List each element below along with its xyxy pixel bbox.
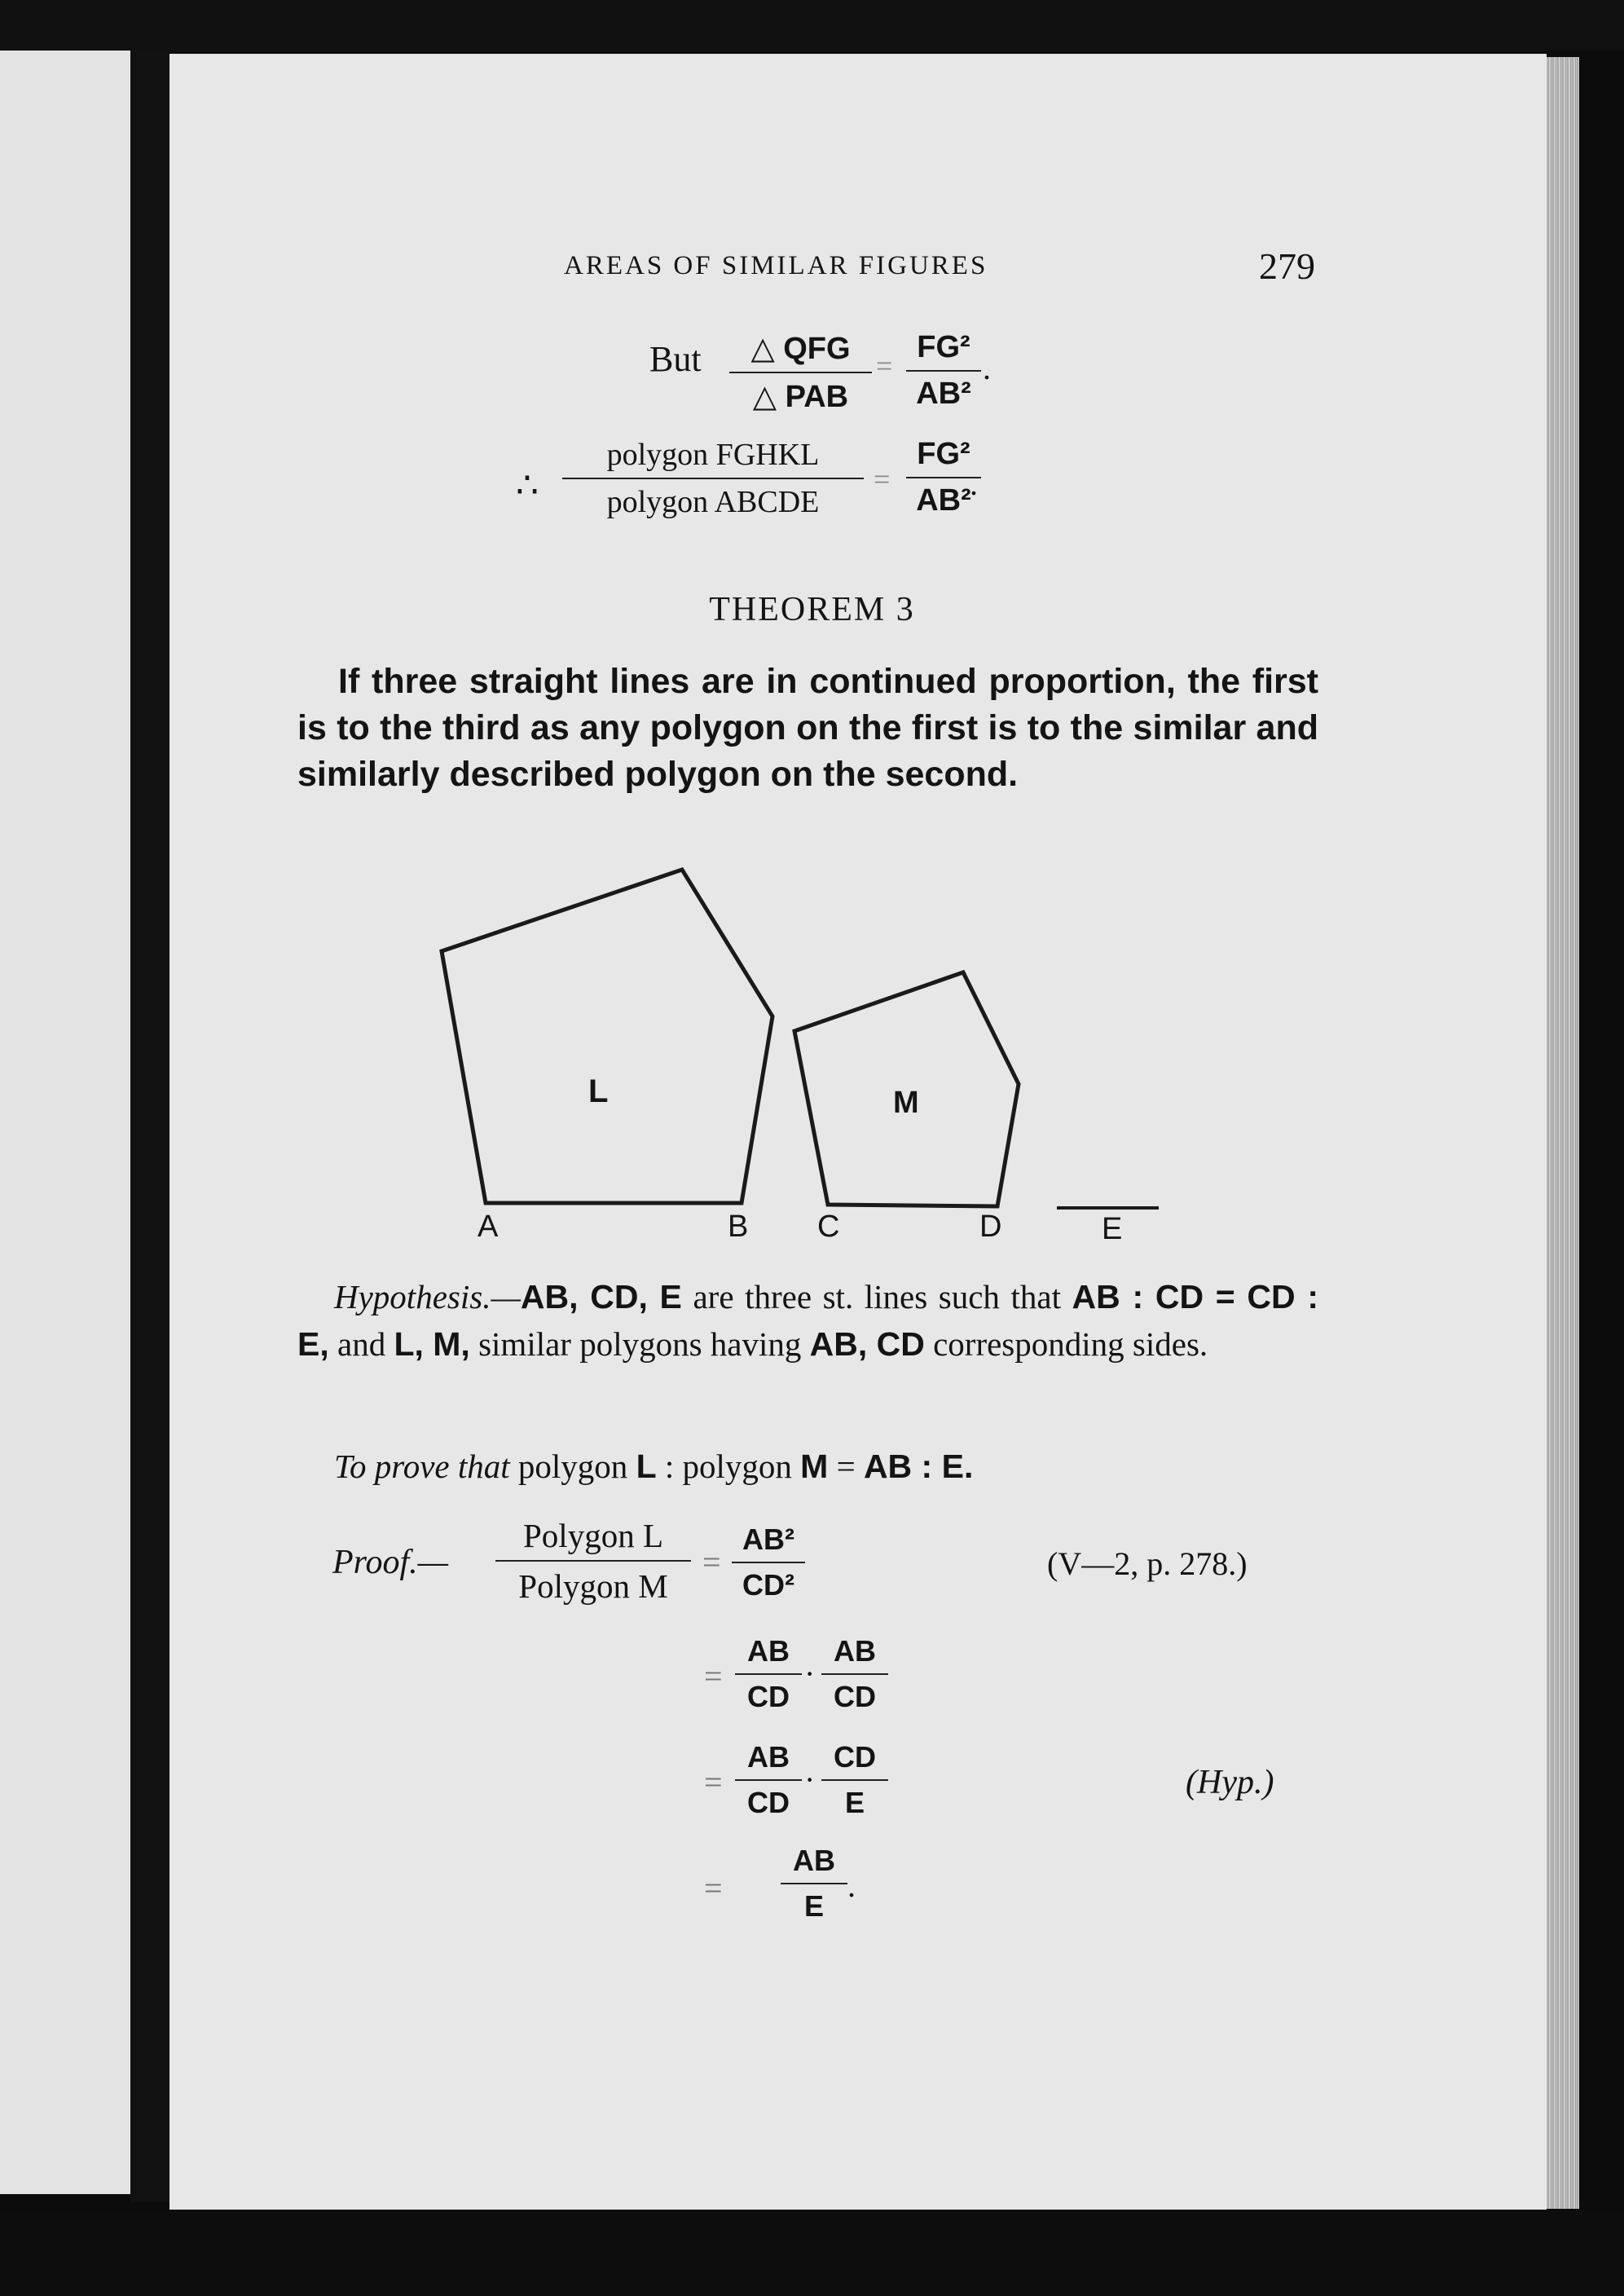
point-e-label: E — [1102, 1212, 1123, 1246]
step2-equals: = — [704, 1658, 723, 1694]
hypothesis-lines: AB, CD, E — [520, 1278, 682, 1315]
proof-rden: CD² — [742, 1568, 794, 1602]
step4-fraction — [781, 1844, 847, 1924]
step3-a-num: AB — [747, 1740, 790, 1774]
hypothesis-polygons: L, M, — [394, 1325, 470, 1363]
eq2-rnum: FG² — [917, 437, 970, 471]
step2-b-den: CD — [834, 1680, 876, 1713]
hypothesis-paragraph — [297, 1273, 1318, 1368]
eq1-rnum: FG² — [917, 330, 970, 364]
step3-b-num: CD — [834, 1740, 876, 1774]
eq2-end: . — [970, 465, 978, 502]
fraction-bar — [495, 1560, 691, 1562]
proof-reference-1: (V—2, p. 278.) — [1047, 1545, 1248, 1582]
hypothesis-text-2: and — [328, 1325, 394, 1363]
eq1-rden: AB² — [916, 377, 971, 411]
step2-fraction-a — [735, 1634, 802, 1714]
to-prove-line — [297, 1443, 1318, 1490]
step3-fraction-b — [821, 1740, 888, 1820]
eq2-therefore: ∴ — [516, 465, 539, 505]
step3-fraction-a — [735, 1740, 802, 1820]
step3-equals: = — [704, 1764, 723, 1800]
eq2-num: polygon FGHKL — [606, 438, 820, 472]
fraction-bar — [732, 1562, 805, 1563]
hypothesis-text-1: are three st. lines such that — [681, 1278, 1072, 1315]
step3-dot: · — [804, 1761, 816, 1798]
hypothesis-sides: AB, CD — [809, 1325, 925, 1363]
proof-fraction-polygons — [495, 1516, 691, 1606]
step4-num: AB — [793, 1844, 835, 1877]
eq2-den: polygon ABCDE — [606, 485, 820, 519]
point-d-label: D — [979, 1210, 1002, 1244]
point-b-label: B — [728, 1210, 749, 1244]
running-head: AREAS OF SIMILAR FIGURES — [564, 251, 988, 280]
to-prove-text-1: polygon — [509, 1448, 636, 1485]
proof-rnum: AB² — [742, 1523, 794, 1556]
proof-den: Polygon M — [518, 1567, 668, 1605]
eq1-den: △ PAB — [752, 380, 849, 414]
to-prove-ratio: AB : E. — [863, 1448, 974, 1485]
proof-num: Polygon L — [523, 1517, 663, 1554]
to-prove-text-2: : polygon — [656, 1448, 801, 1485]
theorem-title: THEOREM 3 — [709, 591, 915, 628]
page-number: 279 — [1259, 245, 1315, 287]
to-prove-l: L — [636, 1448, 657, 1485]
eq1-end: . — [983, 350, 991, 386]
polygon-l-label: L — [588, 1073, 609, 1109]
step4-equals: = — [704, 1870, 723, 1906]
step4-den: E — [803, 1889, 824, 1923]
proof-fraction-squares — [732, 1523, 805, 1602]
hypothesis-text-3: similar polygons having — [469, 1325, 810, 1363]
polygon-l — [442, 870, 772, 1203]
step2-a-den: CD — [747, 1680, 790, 1713]
step2-fraction-b — [821, 1634, 888, 1714]
point-a-label: A — [478, 1210, 499, 1244]
hypothesis-label: Hypothesis.— — [334, 1278, 521, 1315]
step2-b-num: AB — [834, 1634, 876, 1668]
eq1-lead: But — [649, 339, 702, 379]
fraction-bar — [735, 1779, 802, 1781]
eq2-rden: AB² — [916, 483, 971, 518]
point-c-label: C — [817, 1210, 840, 1244]
step3-b-den: E — [844, 1786, 865, 1819]
hypothesis-text-4: corresponding sides. — [924, 1325, 1208, 1363]
eq1-num: △ QFG — [750, 332, 851, 366]
theorem-statement: If three straight lines are in continued proportion, the first is to the third as any polygon on the first is to the similar and similarly described polygon on the second. — [297, 662, 1318, 794]
step2-dot: · — [804, 1655, 816, 1692]
fraction-bar — [821, 1673, 888, 1675]
hypothesis-ratio: AB : CD = CD : E, — [297, 1278, 1319, 1363]
fraction-bar — [781, 1883, 847, 1884]
step4-end: . — [847, 1867, 856, 1904]
to-prove-text-3: = — [828, 1448, 864, 1485]
proof-label: Proof.— — [332, 1544, 448, 1581]
to-prove-m: M — [800, 1448, 829, 1485]
fraction-bar — [735, 1673, 802, 1675]
scan-bottom-border — [0, 2210, 1624, 2296]
eq2-equals: = — [874, 463, 891, 496]
polygon-m-label: M — [893, 1086, 919, 1120]
proof-reference-hyp: (Hyp.) — [1186, 1764, 1274, 1801]
to-prove-label: To prove that — [334, 1448, 510, 1485]
fraction-bar — [821, 1779, 888, 1781]
eq1-equals: = — [876, 350, 893, 382]
step3-a-den: CD — [747, 1786, 790, 1819]
proof-equals: = — [702, 1544, 721, 1580]
step2-a-num: AB — [747, 1634, 790, 1668]
